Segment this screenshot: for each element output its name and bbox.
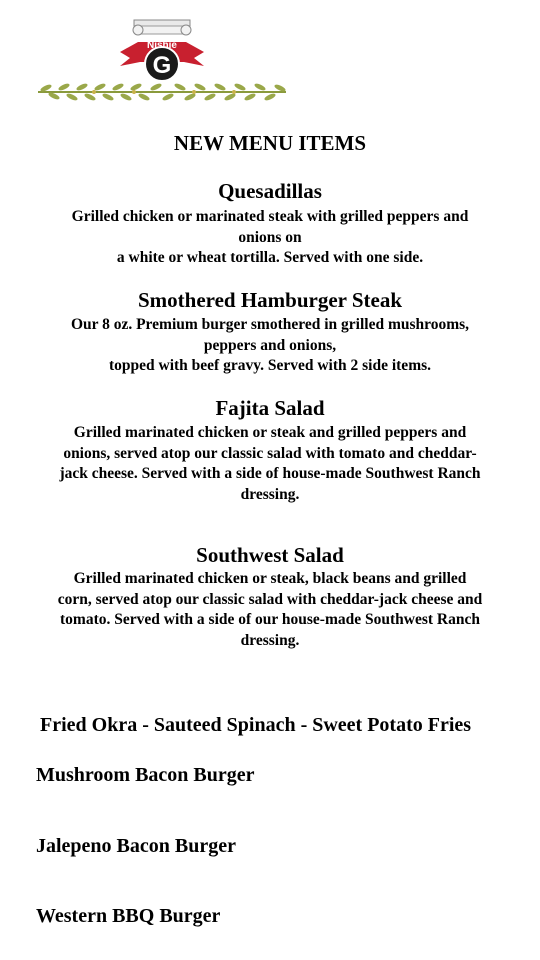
menu-item-name: Quesadillas (218, 179, 322, 203)
description-line: jack cheese. Served with a side of house-made Southwest Ranch (59, 465, 481, 482)
description-line: Our 8 oz. Premium burger smothered in grilled mushrooms, (70, 316, 470, 333)
menu-item-description (28, 315, 512, 377)
menu-item-name: Fajita Salad (215, 396, 325, 420)
logo-letter: G (152, 52, 172, 79)
description-line: onions, served atop our classic salad with tomato and cheddar- (63, 444, 477, 462)
logo-brand-text: Nishie (146, 40, 178, 51)
description-line: tomato. Served with a side of our house-made Southwest Ranch (60, 611, 480, 628)
burger-item: Jalepeno Bacon Burger (36, 835, 236, 857)
description-line: Grilled chicken or marinated steak with grilled peppers and (71, 208, 469, 225)
description-line: onions on (238, 228, 302, 246)
description-line: corn, served atop our classic salad with cheddar-jack cheese and (57, 590, 483, 608)
menu-item-name: Southwest Salad (196, 543, 344, 567)
olive-branch-icon (38, 82, 286, 101)
description-line: Grilled marinated chicken or steak, black beans and grilled (73, 570, 467, 587)
menu-item-name: Smothered Hamburger Steak (137, 288, 403, 312)
restaurant-logo (34, 14, 290, 104)
burger-item: Western BBQ Burger (36, 905, 221, 927)
column-icon (133, 20, 191, 35)
logo-emblem-icon (34, 14, 290, 104)
description-line: dressing. (240, 631, 300, 649)
description-line: peppers and onions, (203, 336, 337, 354)
description-line: topped with beef gravy. Served with 2 side items. (108, 357, 432, 374)
description-line: Grilled marinated chicken or steak and grilled peppers and (73, 424, 467, 441)
description-line: dressing. (240, 485, 300, 503)
menu-item-description (28, 569, 512, 651)
page-title: NEW MENU ITEMS (173, 131, 367, 155)
menu-item-description (28, 423, 512, 505)
description-line: a white or wheat tortilla. Served with one side. (116, 249, 424, 266)
burger-item: Mushroom Bacon Burger (36, 764, 255, 786)
menu-item-description (28, 207, 512, 269)
side-items: Fried Okra - Sauteed Spinach - Sweet Potato Fries (40, 714, 472, 736)
